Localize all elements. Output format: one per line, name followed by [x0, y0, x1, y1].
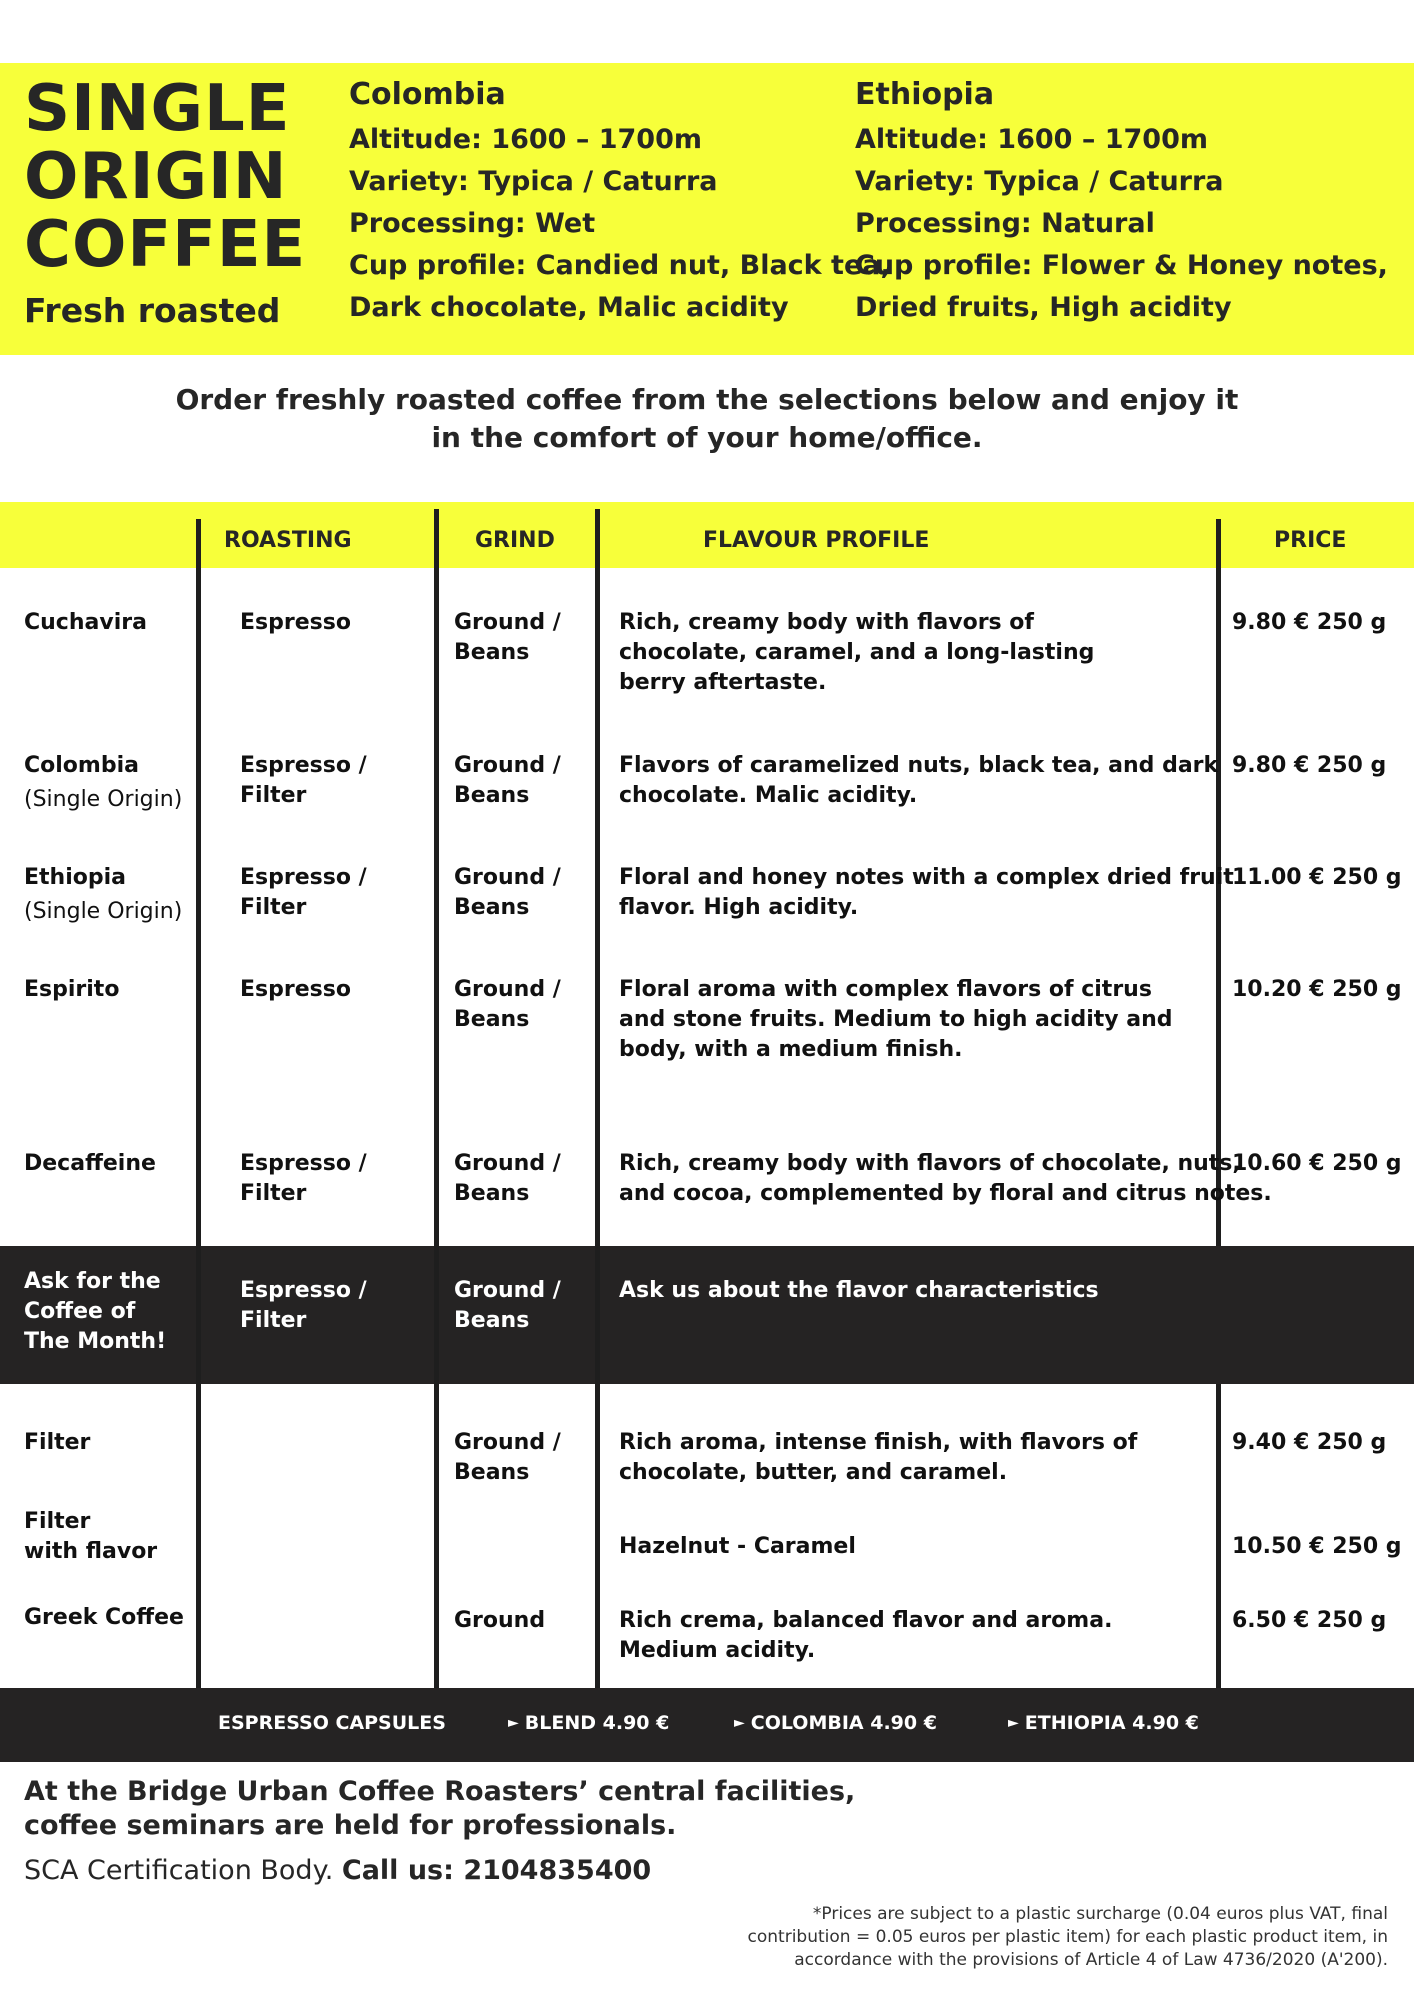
row-espirito-name: Espirito — [24, 977, 120, 1002]
capsule-blend-label: BLEND 4.90 € — [524, 1712, 670, 1734]
row-colombia-grind-1: Ground / — [454, 753, 561, 778]
row-cuchavira-roasting: Espresso — [240, 610, 351, 635]
capsule-ethiopia — [1008, 1708, 1199, 1738]
row-espirito-flavour-3: body, with a medium finish. — [619, 1037, 963, 1062]
footer-note-2: contribution = 0.05 euros per plastic item) for each plastic product item, in — [747, 1927, 1388, 1947]
row-colombia-grind-2: Beans — [454, 783, 530, 808]
row-filter-flavour-1: Rich aroma, intense finish, with flavors of — [619, 1430, 1138, 1455]
month-roasting-1: Espresso / — [240, 1278, 367, 1303]
month-roasting-2: Filter — [240, 1308, 307, 1333]
row-colombia-roasting-1: Espresso / — [240, 753, 367, 778]
colombia-variety: Variety: Typica / Caturra — [349, 166, 718, 197]
footer-note-3: accordance with the provisions of Article 4 of Law 4736/2020 (A'200). — [794, 1950, 1388, 1970]
ethiopia-cup-1: Cup profile: Flower & Honey notes, — [855, 250, 1388, 281]
ethiopia-processing: Processing: Natural — [855, 208, 1155, 239]
capsule-ethiopia-label: ETHIOPIA 4.90 € — [1024, 1712, 1199, 1734]
play-icon: ► — [734, 1715, 745, 1731]
row-ethiopia-name: Ethiopia — [24, 865, 126, 890]
footer-contact — [24, 1855, 651, 1886]
row-decaffeine-grind-1: Ground / — [454, 1151, 561, 1176]
play-icon: ► — [508, 1715, 519, 1731]
coffee-of-month-band — [0, 1246, 1414, 1384]
row-colombia-flavour-1: Flavors of caramelized nuts, black tea, and dark — [619, 753, 1219, 778]
row-decaffeine-roasting-1: Espresso / — [240, 1151, 367, 1176]
row-decaffeine-name: Decaffeine — [24, 1151, 156, 1176]
intro-line-2: in the comfort of your home/office. — [431, 421, 983, 454]
row-colombia-name: Colombia — [24, 753, 139, 778]
row-ethiopia-flavour-1: Floral and honey notes with a complex dried fruit — [619, 865, 1234, 890]
row-colombia-price: 9.80 € 250 g — [1232, 753, 1387, 778]
title-line-3: COFFEE — [24, 208, 307, 282]
capsule-colombia-label: COLOMBIA 4.90 € — [750, 1712, 937, 1734]
row-greek-price: 6.50 € 250 g — [1232, 1608, 1387, 1633]
colombia-processing: Processing: Wet — [349, 208, 596, 239]
colombia-cup-1: Cup profile: Candied nut, Black tea, — [349, 250, 891, 281]
ethiopia-altitude: Altitude: 1600 – 1700m — [855, 124, 1209, 155]
month-name-1: Ask for the — [24, 1269, 161, 1294]
row-espirito-grind-2: Beans — [454, 1007, 530, 1032]
header-price: PRICE — [1274, 528, 1347, 553]
column-divider — [434, 509, 439, 1688]
capsule-colombia — [734, 1708, 937, 1738]
row-decaffeine-grind-2: Beans — [454, 1181, 530, 1206]
footer-note-1: *Prices are subject to a plastic surcharge (0.04 euros plus VAT, final — [812, 1904, 1388, 1924]
month-grind-1: Ground / — [454, 1278, 561, 1303]
row-cuchavira-flavour-3: berry aftertaste. — [619, 670, 827, 695]
play-icon: ► — [1008, 1715, 1019, 1731]
footer-sca: SCA Certification Body. — [24, 1855, 334, 1886]
month-flavour: Ask us about the flavor characteristics — [619, 1278, 1099, 1303]
row-ethiopia-flavour-2: flavor. High acidity. — [619, 895, 859, 920]
row-decaffeine-roasting-2: Filter — [240, 1181, 307, 1206]
header-banner — [0, 63, 1414, 355]
column-divider — [196, 519, 201, 1688]
row-ethiopia-grind-1: Ground / — [454, 865, 561, 890]
capsules-label: ESPRESSO CAPSULES — [218, 1712, 446, 1734]
row-filter-grind-2: Beans — [454, 1460, 530, 1485]
footer-line-2: coffee seminars are held for professionals. — [24, 1810, 677, 1841]
row-espirito-roasting: Espresso — [240, 977, 351, 1002]
header-flavour: FLAVOUR PROFILE — [703, 528, 930, 553]
column-divider — [1216, 1384, 1221, 1688]
row-filter-name: Filter — [24, 1430, 91, 1455]
row-filter-grind-1: Ground / — [454, 1430, 561, 1455]
row-espirito-flavour-1: Floral aroma with complex flavors of citrus — [619, 977, 1152, 1002]
row-filter-flavor-name-1: Filter — [24, 1509, 91, 1534]
title-line-2: ORIGIN — [24, 140, 288, 214]
row-espirito-grind-1: Ground / — [454, 977, 561, 1002]
row-espirito-price: 10.20 € 250 g — [1232, 977, 1402, 1002]
title-line-1: SINGLE — [24, 72, 291, 146]
row-filter-price: 9.40 € 250 g — [1232, 1430, 1387, 1455]
ethiopia-name: Ethiopia — [855, 77, 995, 112]
row-decaffeine-flavour-2: and cocoa, complemented by floral and citrus notes. — [619, 1181, 1272, 1206]
capsule-blend — [508, 1708, 669, 1738]
row-ethiopia-roasting-1: Espresso / — [240, 865, 367, 890]
footer-call: Call us: 2104835400 — [341, 1855, 652, 1886]
row-cuchavira-name: Cuchavira — [24, 610, 147, 635]
ethiopia-cup-2: Dried fruits, High acidity — [855, 292, 1232, 323]
month-grind-2: Beans — [454, 1308, 530, 1333]
row-ethiopia-roasting-2: Filter — [240, 895, 307, 920]
row-filter-flavor-price: 10.50 € 250 g — [1232, 1534, 1402, 1559]
ethiopia-variety: Variety: Typica / Caturra — [855, 166, 1224, 197]
row-greek-flavour-1: Rich crema, balanced flavor and aroma. — [619, 1608, 1113, 1633]
intro-line-1: Order freshly roasted coffee from the selections below and enjoy it — [175, 383, 1239, 416]
row-espirito-flavour-2: and stone fruits. Medium to high acidity and — [619, 1007, 1173, 1032]
row-ethiopia-grind-2: Beans — [454, 895, 530, 920]
row-ethiopia-price: 11.00 € 250 g — [1232, 865, 1402, 890]
row-filter-flavor-flavour: Hazelnut - Caramel — [619, 1534, 856, 1559]
row-ethiopia-origin: (Single Origin) — [24, 899, 183, 924]
row-filter-flavor-name-2: with flavor — [24, 1539, 158, 1564]
month-name-2: Coffee of — [24, 1299, 136, 1324]
row-colombia-origin: (Single Origin) — [24, 787, 183, 812]
colombia-name: Colombia — [349, 77, 506, 112]
month-name-3: The Month! — [24, 1329, 167, 1354]
footer-line-1: At the Bridge Urban Coffee Roasters’ central facilities, — [24, 1776, 856, 1807]
row-filter-flavour-2: chocolate, butter, and caramel. — [619, 1460, 1008, 1485]
header-grind: GRIND — [475, 528, 555, 553]
row-greek-grind: Ground — [454, 1608, 546, 1633]
subtitle: Fresh roasted — [24, 291, 281, 330]
row-greek-name: Greek Coffee — [24, 1605, 184, 1630]
colombia-altitude: Altitude: 1600 – 1700m — [349, 124, 703, 155]
column-divider — [595, 509, 600, 1688]
row-cuchavira-flavour-2: chocolate, caramel, and a long-lasting — [619, 640, 1095, 665]
row-cuchavira-price: 9.80 € 250 g — [1232, 610, 1387, 635]
row-colombia-flavour-2: chocolate. Malic acidity. — [619, 783, 918, 808]
header-roasting: ROASTING — [224, 528, 352, 553]
row-greek-flavour-2: Medium acidity. — [619, 1638, 816, 1663]
row-decaffeine-flavour-1: Rich, creamy body with flavors of chocolate, nuts, — [619, 1151, 1241, 1176]
row-colombia-roasting-2: Filter — [240, 783, 307, 808]
row-cuchavira-flavour-1: Rich, creamy body with flavors of — [619, 610, 1034, 635]
row-decaffeine-price: 10.60 € 250 g — [1232, 1151, 1402, 1176]
colombia-cup-2: Dark chocolate, Malic acidity — [349, 292, 789, 323]
row-cuchavira-grind-2: Beans — [454, 640, 530, 665]
capsules-band — [0, 1688, 1414, 1762]
row-cuchavira-grind-1: Ground / — [454, 610, 561, 635]
